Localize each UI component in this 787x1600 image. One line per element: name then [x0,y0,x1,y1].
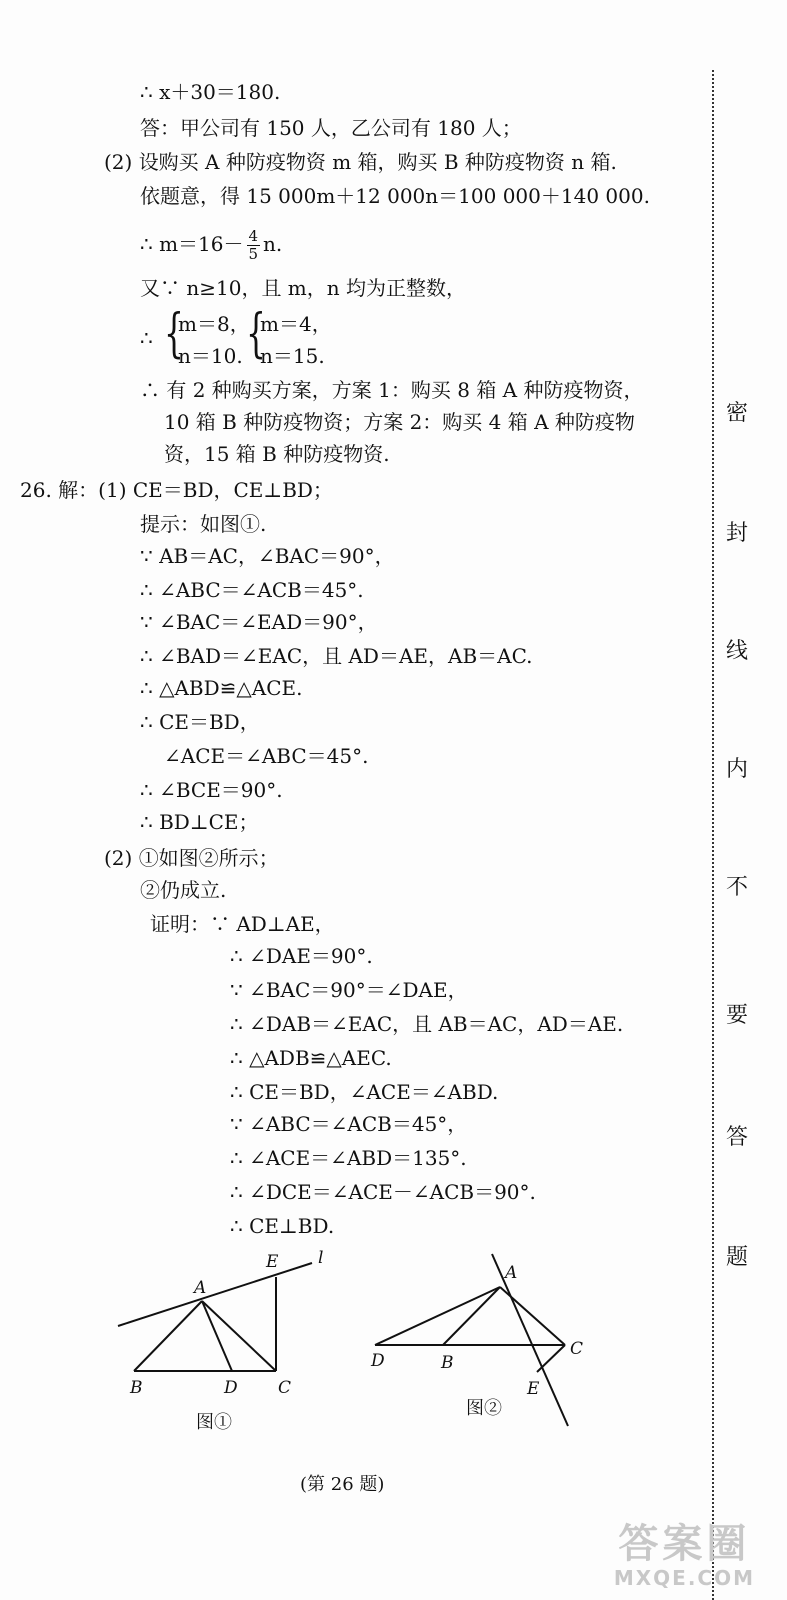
solution-line: 提示：如图①. [140,512,267,536]
solution-line: ∵ ∠ABC＝∠ACB＝45°， [230,1112,468,1136]
solution-line: ∴ ∠BAD＝∠EAC，且 AD＝AE，AB＝AC. [140,644,533,668]
solution-line: ∴ △ABD≌△ACE. [140,676,303,700]
label-E: E [527,1379,540,1399]
segment-CE [537,1345,565,1372]
solution-line: ∴ ∠BCE＝90°. [140,778,283,802]
solution-line: ∴ ∠DAE＝90°. [230,944,373,968]
system-bottom-2: n＝15. [260,344,325,368]
label-l: l [318,1248,324,1268]
solution-line: 又∵ n≥10，且 m，n 均为正整数， [140,276,467,300]
line-l [118,1263,312,1326]
solution-line: ∵ ∠BAC＝∠EAD＝90°， [140,610,378,634]
figure-2-caption: 图② [466,1398,502,1419]
solution-line: 答：甲公司有 150 人，乙公司有 180 人； [140,116,522,140]
solution-line: (2) 设购买 A 种防疫物资 m 箱，购买 B 种防疫物资 n 箱. [104,150,617,174]
m-formula-prefix: ∴ m＝16－ [140,232,244,256]
watermark [614,1522,755,1590]
label-D: D [224,1378,238,1398]
label-A: A [505,1263,518,1283]
solution-line: ∴ ∠DAB＝∠EAC，且 AB＝AC，AD＝AE. [230,1012,624,1036]
label-C: C [278,1378,292,1398]
seal-char: 答 [725,1125,748,1150]
solution-line: ∴ CE⊥BD. [230,1214,335,1238]
label-A: A [194,1278,207,1298]
seal-char: 封 [725,521,748,546]
question-heading: 26. 解：(1) CE＝BD，CE⊥BD； [20,478,333,502]
solution-line: ∴ BD⊥CE； [140,810,259,834]
fraction [247,228,261,263]
seal-char: 线 [725,639,748,664]
solution-line: ∵ AB＝AC，∠BAC＝90°， [140,544,395,568]
equation-system [140,304,440,372]
segment-AB [443,1287,500,1345]
segment-AD [375,1287,500,1345]
solution-line: 10 箱 B 种防疫物资；方案 2：购买 4 箱 A 种防疫物 [164,410,635,434]
solution-line: ∴ CE＝BD，∠ACE＝∠ABD. [230,1080,499,1104]
left-brace: { [246,304,266,364]
label-D: D [371,1351,385,1371]
segment-AD [202,1301,232,1371]
question-caption: (第 26 题) [300,1474,385,1495]
fraction-denominator: 5 [248,245,259,263]
solution-line: ②仍成立. [140,878,227,902]
solution-line: ∴ ∠ACE＝∠ABD＝135°. [230,1146,467,1170]
fraction-numerator: 4 [248,227,259,245]
system-top-2: m＝4， [260,312,332,336]
watermark-main: 答案圈 [618,1521,751,1567]
seal-dotted-line [712,70,714,1600]
solution-line: ∴ △ADB≌△AEC. [230,1046,392,1070]
m-formula [140,228,282,263]
label-B: B [441,1353,454,1373]
solution-line: ∠ACE＝∠ABC＝45°. [164,744,369,768]
label-E: E [266,1252,279,1272]
seal-char: 要 [725,1003,748,1028]
label-C: C [570,1339,584,1359]
label-B: B [130,1378,143,1398]
line-AE [492,1254,568,1426]
system-bottom: n＝10. [178,344,243,368]
segment-AC [202,1301,276,1371]
solution-line: ∴ 有 2 种购买方案，方案 1：购买 8 箱 A 种防疫物资， [140,378,644,402]
seal-char: 题 [725,1245,748,1270]
seal-char: 不 [725,875,748,900]
m-formula-suffix: n. [263,232,283,256]
figure-1-caption: 图① [196,1412,232,1433]
solution-line: ∴ ∠DCE＝∠ACE－∠ACB＝90°. [230,1180,536,1204]
system-top: m＝8， [178,312,250,336]
solution-line: ∵ ∠BAC＝90°＝∠DAE， [230,978,468,1002]
seal-char: 密 [725,401,748,426]
figure-1 [110,1245,340,1405]
solution-line: ∴ CE＝BD， [140,710,260,734]
therefore-symbol: ∴ [140,326,153,350]
solution-line: 依题意，得 15 000m＋12 000n＝100 000＋140 000. [140,184,650,208]
seal-char: 内 [725,757,748,782]
segment-AB [134,1301,202,1371]
solution-line: ∴ ∠ABC＝∠ACB＝45°. [140,578,364,602]
left-brace: { [164,304,184,364]
watermark-sub: MXQE.COM [613,1566,755,1590]
solution-line: (2) ①如图②所示； [104,846,279,870]
solution-line: 证明：∵ AD⊥AE， [150,912,335,936]
solution-line: 资，15 箱 B 种防疫物资. [164,442,390,466]
solution-line: ∴ x＋30＝180. [140,80,281,104]
